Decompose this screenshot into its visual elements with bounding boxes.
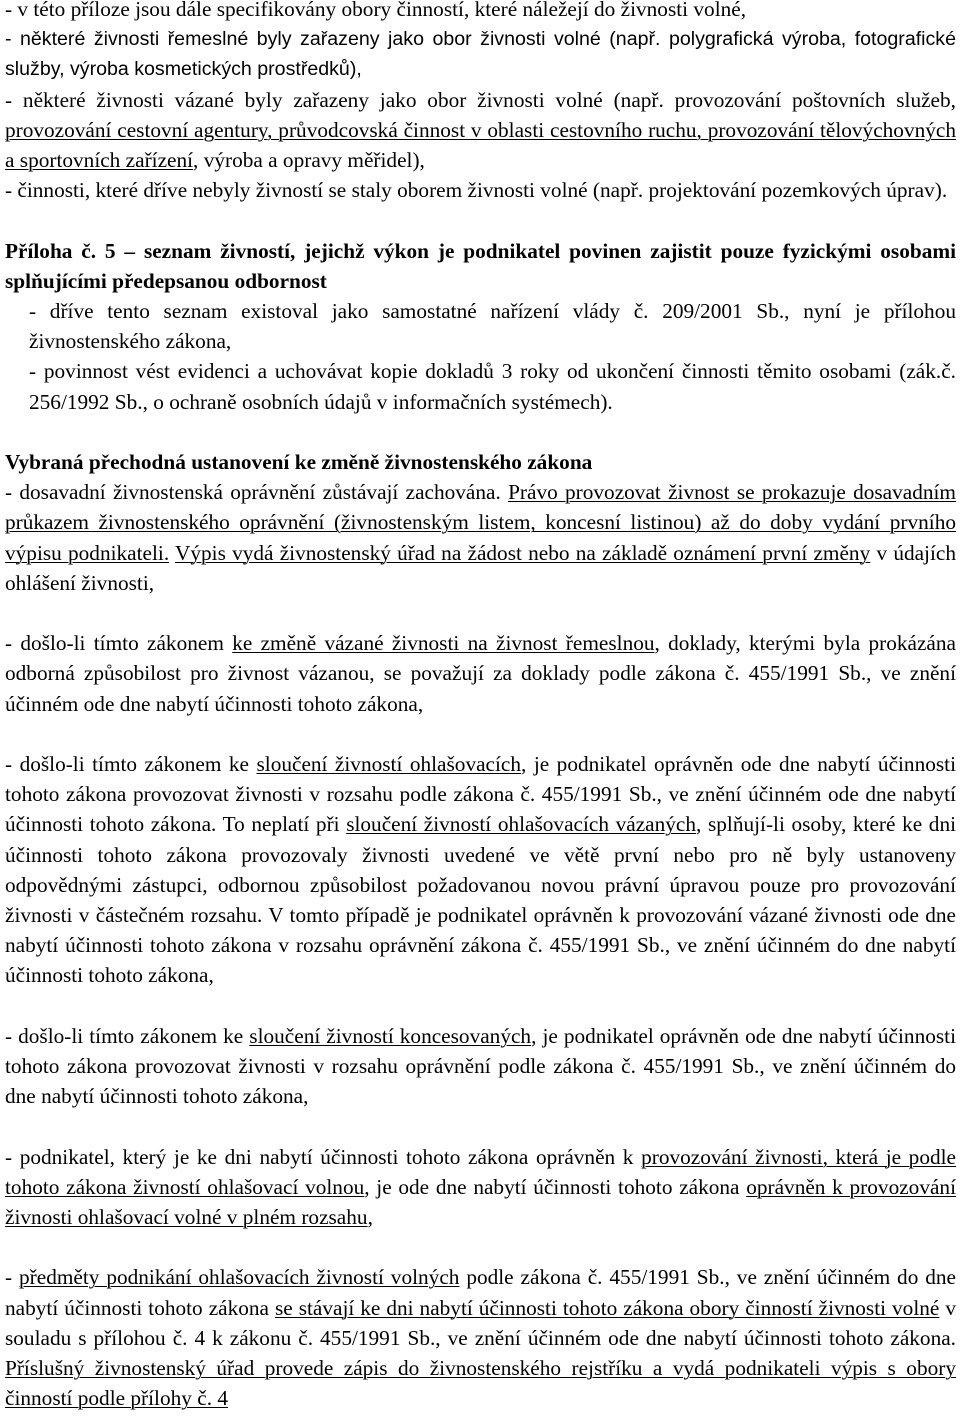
p5-underlined-1: provozování živnosti, která je podle tohoto zákona živností ohlašovací volnou bbox=[5, 1144, 956, 1199]
p6-underlined-3: Příslušný živnostenský úřad provede zápis do živnostenského rejstříku a vydá podnikateli výpis s obory činností podle přílohy č. 4 bbox=[5, 1356, 956, 1411]
intro-item-4 bbox=[5, 175, 956, 205]
p2-underlined: ke změně vázané živnosti na živnost řemeslnou bbox=[232, 631, 655, 656]
spacer bbox=[5, 1111, 956, 1141]
p5-text: - podnikatel, který je ke dni nabytí účinnosti tohoto zákona oprávněn k bbox=[5, 1144, 642, 1169]
intro-item-3-text: - některé živnosti vázané byly zařazeny jako obor živnosti volné (např. provozování poštovních služeb, bbox=[5, 87, 956, 112]
prechodna-paragraph-6 bbox=[5, 1262, 956, 1413]
p3-underlined-2: sloučení živností ohlašovacích vázaných bbox=[346, 812, 697, 837]
p3-tail: , splňují-li osoby, které ke dni účinnosti tohoto zákona provozovaly živnosti uvedené ve větě první nebo pro ně byly ustanoveny odpovědnými zástupci, odbornou způsobilost požadovanou novou právní úpravou pouze pro provozování živnosti v částečném rozsahu. V tomto případě je podnikatel oprávněn k provozování vázané živnosti ode dne nabytí účinnosti tohoto zákona v rozsahu oprávnění zákona č. 455/1991 Sb., ve znění účinném do dne nabytí účinnosti tohoto zákona, bbox=[5, 812, 957, 988]
p2-text: - došlo-li tímto zákonem bbox=[5, 631, 233, 656]
p3-underlined-1: sloučení živností ohlašovacích bbox=[256, 752, 522, 777]
p5-middle: , je ode dne nabytí účinnosti tohoto zákona bbox=[364, 1174, 747, 1199]
p5-underlined-2: oprávněn k provozování živnosti ohlašovací volné v plném rozsahu bbox=[5, 1174, 956, 1230]
spacer bbox=[5, 205, 956, 235]
intro-item-1 bbox=[5, 0, 956, 24]
p4-text: - došlo-li tímto zákonem ke bbox=[5, 1023, 250, 1048]
p6-underlined-1: předměty podnikání ohlašovacích živností volných bbox=[19, 1265, 460, 1290]
intro-item-3-tail: , výroba a opravy měřidel), bbox=[193, 148, 425, 173]
p1-underlined-2: Výpis vydá živnostenský úřad na žádost nebo na základě oznámení první změny bbox=[175, 540, 871, 565]
prechodna-paragraph-4 bbox=[5, 1021, 956, 1112]
prechodna-paragraph-5 bbox=[5, 1142, 956, 1233]
intro-item-1-text: - v této příloze jsou dále specifikovány obory činností, které náležejí do živnosti volné, bbox=[5, 0, 747, 21]
p6-underlined-2: se stávají ke dni nabytí účinnosti tohoto zákona obory činností živnosti volné bbox=[274, 1295, 940, 1320]
p1-tail: v údajích ohlášení živnosti, bbox=[5, 540, 956, 595]
document-page bbox=[5, 0, 956, 1413]
p3-text: - došlo-li tímto zákonem ke bbox=[5, 752, 257, 777]
spacer bbox=[5, 417, 956, 447]
p3-middle: , je podnikatel oprávněn ode dne nabytí účinnosti tohoto zákona provozovat živnosti v rozsahu podle zákona č. 455/1991 Sb., ve znění účinném ode dne nabytí účinnosti tohoto zákona. To neplatí při bbox=[5, 752, 957, 837]
intro-item-2-text: - některé živnosti řemeslné byly zařazeny jako obor živnosti volné (např. polygrafická výroba, fotografické služby, výroba kosmetických prostředků), bbox=[5, 28, 956, 81]
priloha5-heading: Příloha č. 5 – seznam živností, jejichž výkon je podnikatel povinen zajistit pouze fyzickými osobami splňujícími předepsanou odbornost bbox=[5, 238, 956, 293]
p1-text: - dosavadní živnostenská oprávnění zůstávají zachována. bbox=[5, 480, 509, 505]
spacer bbox=[5, 991, 956, 1021]
p2-tail: , doklady, kterými byla prokázána odborná způsobilost pro živnost vázanou, se považují za doklady podle zákona č. 455/1991 Sb., ve znění účinném ode dne nabytí účinnosti tohoto zákona, bbox=[5, 631, 956, 716]
p1-underlined-1: Právo provozovat živnost se prokazuje dosavadním průkazem živnostenského oprávnění (živnostenským listem, koncesní listinou) až do doby vydání prvního výpisu podnikateli. bbox=[5, 480, 956, 565]
spacer bbox=[5, 598, 956, 628]
spacer bbox=[5, 719, 956, 749]
spacer bbox=[5, 1232, 956, 1262]
intro-item-4-text: - činnosti, které dříve nebyly živností se staly oborem živnosti volné (např. projektování pozemkových úprav). bbox=[5, 178, 948, 203]
prechodna-heading: Vybraná přechodná ustanovení ke změně živnostenského zákona bbox=[5, 450, 593, 475]
prechodna-paragraph-1 bbox=[5, 477, 956, 598]
p4-tail: , je podnikatel oprávněn ode dne nabytí účinnosti tohoto zákona provozovat živnosti v rozsahu oprávnění podle zákona č. 455/1991 Sb., ve znění účinném do dne nabytí účinnosti tohoto zákona, bbox=[5, 1023, 956, 1109]
intro-item-2 bbox=[5, 24, 956, 84]
p6-middle-2: v souladu s přílohou č. 4 k zákonu č. 455/1991 Sb., ve znění účinném ode dne nabytí účinnosti tohoto zákona. bbox=[5, 1295, 956, 1350]
p5-tail: , bbox=[367, 1205, 373, 1230]
intro-item-3-underlined: provozování cestovní agentury, průvodcovská činnost v oblasti cestovního ruchu, provozování tělovýchovných a sportovních zařízení bbox=[5, 117, 956, 173]
p6-middle-1: podle zákona č. 455/1991 Sb., ve znění účinném do dne nabytí účinnosti tohoto zákona bbox=[5, 1265, 956, 1320]
p6-text: - bbox=[5, 1265, 19, 1290]
priloha5-bullet-2: - povinnost vést evidenci a uchovávat kopie dokladů 3 roky od ukončení činnosti těmito osobami (zák.č. 256/1992 Sb., o ochraně osobních údajů v informačních systémech). bbox=[29, 359, 956, 414]
priloha5-bullet-1: - dříve tento seznam existoval jako samostatné nařízení vlády č. 209/2001 Sb., nyní je přílohou živnostenského zákona, bbox=[29, 299, 956, 354]
prechodna-paragraph-2 bbox=[5, 628, 956, 719]
p4-underlined: sloučení živností koncesovaných bbox=[249, 1023, 532, 1048]
prechodna-paragraph-3 bbox=[5, 749, 956, 991]
intro-item-3 bbox=[5, 85, 956, 176]
